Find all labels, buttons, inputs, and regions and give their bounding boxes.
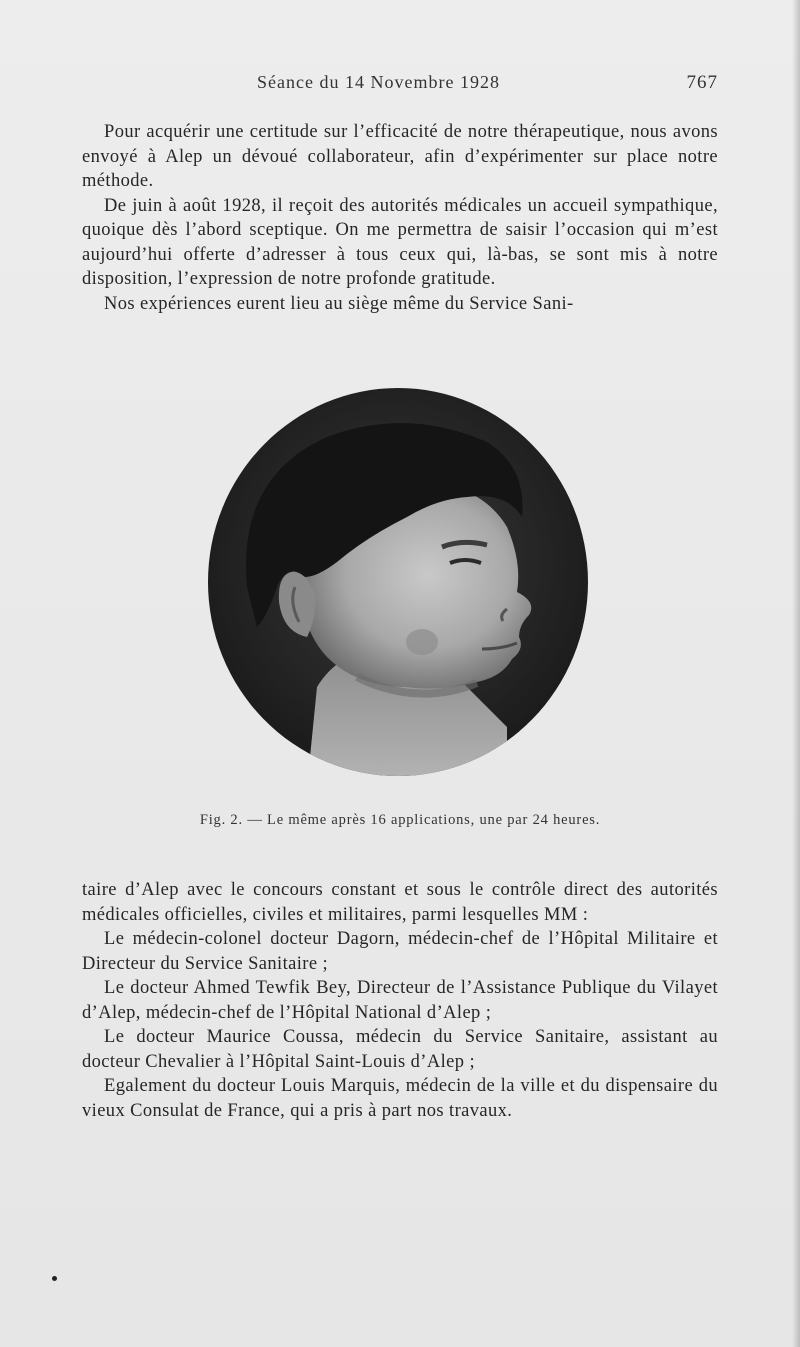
paragraph-certitude: Pour acquérir une certitude sur l’efficacité de notre thérapeutique, nous avons envoyé à Alep un dévoué collaborateur, afin d’expérimenter sur place notre méthode. bbox=[82, 122, 718, 191]
paragraph-marquis: Egalement du docteur Louis Marquis, médecin de la ville et du dispensaire du vieux Consulat de France, qui a pris à part nos travaux. bbox=[82, 1076, 718, 1121]
page-number: 767 bbox=[686, 72, 718, 93]
ink-speck bbox=[52, 1276, 57, 1281]
figure-caption: Fig. 2. — Le même après 16 applications, une par 24 heures. bbox=[199, 812, 601, 828]
portrait-photograph bbox=[207, 387, 589, 777]
page-edge-shadow bbox=[792, 0, 800, 1347]
text-block-bottom bbox=[82, 878, 718, 1123]
paragraph-taire: taire d’Alep avec le concours constant et sous le contrôle direct des autorités médicales officielles, civiles et militaires, parmi lesquelles MM : bbox=[82, 880, 718, 925]
paragraph-dagorn: Le médecin-colonel docteur Dagorn, médecin-chef de l’Hôpital Militaire et Directeur du Service Sanitaire ; bbox=[82, 929, 718, 974]
text-block-top bbox=[82, 120, 718, 316]
figure-photo bbox=[207, 387, 589, 777]
running-title: Séance du 14 Novembre 1928 bbox=[257, 72, 500, 92]
running-header bbox=[82, 72, 718, 98]
paragraph-juin-aout: De juin à août 1928, il reçoit des autorités médicales un accueil sympathique, quoique dès l’abord sceptique. On me permettra de saisir l’occasion qui m’est aujourd’hui offerte d’adresser à tous ceux qui, là-bas, se sont mis à notre disposition, l’expression de notre profonde gratitude. bbox=[82, 195, 718, 289]
paragraph-experiences: Nos expériences eurent lieu au siège même du Service Sani- bbox=[104, 293, 574, 314]
paragraph-tewfik: Le docteur Ahmed Tewfik Bey, Directeur de l’Assistance Publique du Vilayet d’Alep, médecin-chef de l’Hôpital National d’Alep ; bbox=[82, 978, 718, 1023]
paragraph-coussa: Le docteur Maurice Coussa, médecin du Service Sanitaire, assistant au docteur Chevalier à l’Hôpital Saint-Louis d’Alep ; bbox=[82, 1027, 718, 1072]
